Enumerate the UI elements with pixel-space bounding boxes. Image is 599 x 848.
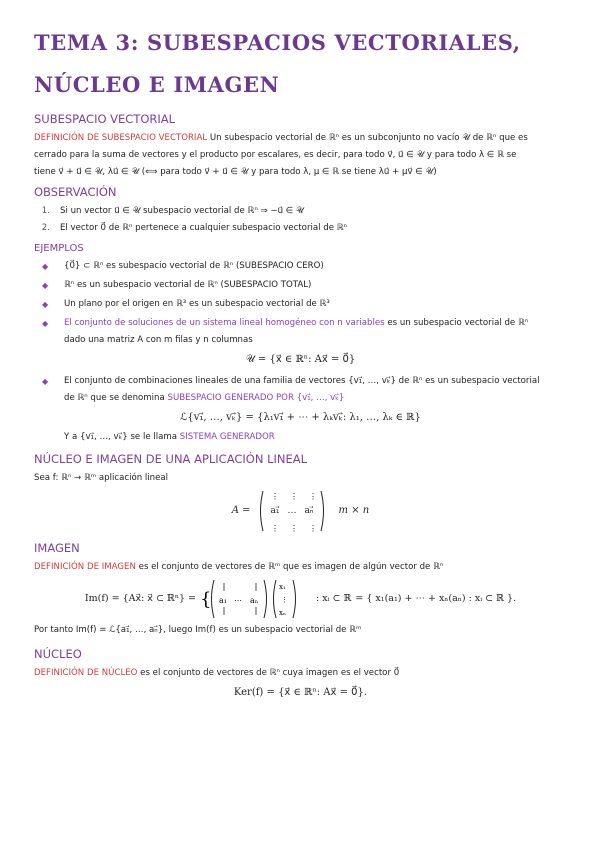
- def-subespacio-para: [34, 130, 567, 181]
- ejemplos-heading: EJEMPLOS: [34, 243, 84, 254]
- svg-text:⋮: ⋮: [308, 524, 317, 533]
- svg-text:⋮: ⋮: [280, 596, 288, 604]
- def-subespacio-text1: Un subespacio vectorial de ℝⁿ es un subconjunto no vacío 𝒰 de ℝⁿ que es: [207, 133, 528, 143]
- list-item: ◆ {0⃗} ⊂ ℝⁿ es subespacio vectorial de ℝⁿ (SUBESPACIO CERO): [34, 258, 567, 275]
- svg-text:⋮: ⋮: [270, 524, 279, 533]
- nucleo-imagen-heading: NÚCLEO E IMAGEN DE UNA APLICACIÓN LINEAL: [34, 452, 308, 466]
- list-item: ◆ ℝⁿ es un subespacio vectorial de ℝⁿ (SUBESPACIO TOTAL): [34, 277, 567, 294]
- diamond-bullet-icon: ◆: [42, 300, 49, 309]
- formula-imagen: Im(f) = {Ax⃗: x⃗ ⊂ ℝⁿ} = { a₁ ⋯ aₙ x₁ ⋮ xₙ : xᵢ ⊂ ℝ = { x₁(a₁) + ⋯ + xₙ(aₙ) : xᵢ ⊂ ℝ }.: [34, 576, 567, 622]
- svg-text:⋮: ⋮: [289, 492, 298, 501]
- list-item: ◆ El conjunto de combinaciones lineales de una familia de vectores {v₁⃗, …, vₖ⃗} de ℝⁿ es un subespacio vectorial de ℝⁿ que se denomina SUBESPACIO GENERADO POR {v₁⃗, …, vₖ⃗} ℒ{v₁⃗, …, vₖ⃗} = {λ₁v₁⃗ + ⋯ + λₖvₖ⃗: λ₁, …, λₖ ∈ ℝ} Y a {v₁⃗, …, vₖ⃗} se le llama SISTEMA GENERADOR: [34, 373, 567, 446]
- nucleo-imagen-intro: Sea f: ℝⁿ → ℝᵐ aplicación lineal: [34, 473, 169, 483]
- formula-kernel: Ker(f) = {x⃗ ∈ ℝⁿ: Ax⃗ = 0⃗}.: [233, 687, 368, 698]
- diamond-bullet-icon: ◆: [42, 281, 49, 290]
- imagen-heading: IMAGEN: [34, 541, 80, 555]
- ejemplos-list: [34, 258, 567, 446]
- def-subespacio-text2: cerrado para la suma de vectores y el producto por escalares, es decir, para todo v⃗, u⃗ ∈ 𝒰 y para todo λ ∈ ℝ se: [34, 150, 517, 160]
- list-item: 2. El vector 0⃗ de ℝⁿ pertenece a cualquier subespacio vectorial de ℝⁿ: [41, 223, 347, 233]
- diamond-bullet-icon: ◆: [42, 319, 49, 328]
- svg-text:x₁: x₁: [278, 583, 286, 591]
- def-nucleo-para: DEFINICIÓN DE NÚCLEO es el conjunto de vectores de ℝⁿ cuya imagen es el vector 0⃗: [34, 668, 400, 678]
- svg-text:⋯: ⋯: [233, 596, 242, 605]
- list-item: ◆ Un plano por el origen en ℝ³ es un subespacio vectorial de ℝ³: [34, 296, 567, 313]
- matrix-a-display: A = ⋮ ⋮ ⋮ ⋮ ⋮ ⋮ a₁⃗ … aₙ⃗ m × n: [34, 487, 567, 535]
- svg-text:⋮: ⋮: [270, 492, 279, 501]
- subespacio-heading: SUBESPACIO VECTORIAL: [34, 112, 176, 126]
- formula-solution-set: 𝒰 = {x⃗ ∈ ℝⁿ: Ax⃗ = 0⃗}: [245, 354, 356, 365]
- observacion-heading: OBSERVACIÓN: [34, 185, 117, 199]
- def-subespacio-text3: tiene v⃗ + u⃗ ∈ 𝒰, λu⃗ ∈ 𝒰 (⟺ para todo v⃗ + u⃗ ∈ 𝒰 y para todo λ, μ ∈ ℝ se tiene λu⃗ + μv⃗ ∈ 𝒰): [34, 167, 437, 177]
- def-subespacio-label: DEFINICIÓN DE SUBESPACIO VECTORIAL: [34, 133, 208, 143]
- diamond-bullet-icon: ◆: [42, 262, 49, 271]
- svg-text:⋮: ⋮: [308, 492, 317, 501]
- list-item: ◆ El conjunto de soluciones de un sistema lineal homogéneo con n variables es un subespacio vectorial de ℝⁿ dado una matriz A con m filas y n columnas 𝒰 = {x⃗ ∈ ℝⁿ: Ax⃗ = 0⃗}: [34, 315, 567, 371]
- matrix-times-vector: [200, 577, 312, 621]
- page-title: TEMA 3: SUBESPACIOS VECTORIALES, NÚCLEO E IMAGEN: [34, 30, 521, 97]
- def-imagen-para: DEFINICIÓN DE IMAGEN es el conjunto de vectores de ℝᵐ que es imagen de algún vector de ℝⁿ: [34, 562, 444, 572]
- list-item: 1. Si un vector u⃗ ∈ 𝒰 subespacio vectorial de ℝⁿ ⇒ −u⃗ ∈ 𝒰: [41, 206, 304, 216]
- formula-span: ℒ{v₁⃗, …, vₖ⃗} = {λ₁v₁⃗ + ⋯ + λₖvₖ⃗: λ₁, …, λₖ ∈ ℝ}: [180, 412, 421, 423]
- nucleo-heading: NÚCLEO: [34, 647, 82, 661]
- diamond-bullet-icon: ◆: [42, 377, 49, 386]
- svg-text:aₙ: aₙ: [249, 596, 259, 605]
- svg-text:{: {: [199, 589, 212, 610]
- svg-text:xₙ: xₙ: [278, 609, 286, 617]
- svg-text:⋮: ⋮: [289, 524, 298, 533]
- svg-text:a₁: a₁: [218, 596, 227, 605]
- imagen-conclusion: Por tanto Im(f) = ℒ{a₁⃗, …, aₙ⃗}, luego Im(f) es un subespacio vectorial de ℝᵐ: [34, 625, 362, 635]
- observacion-list: [34, 203, 567, 237]
